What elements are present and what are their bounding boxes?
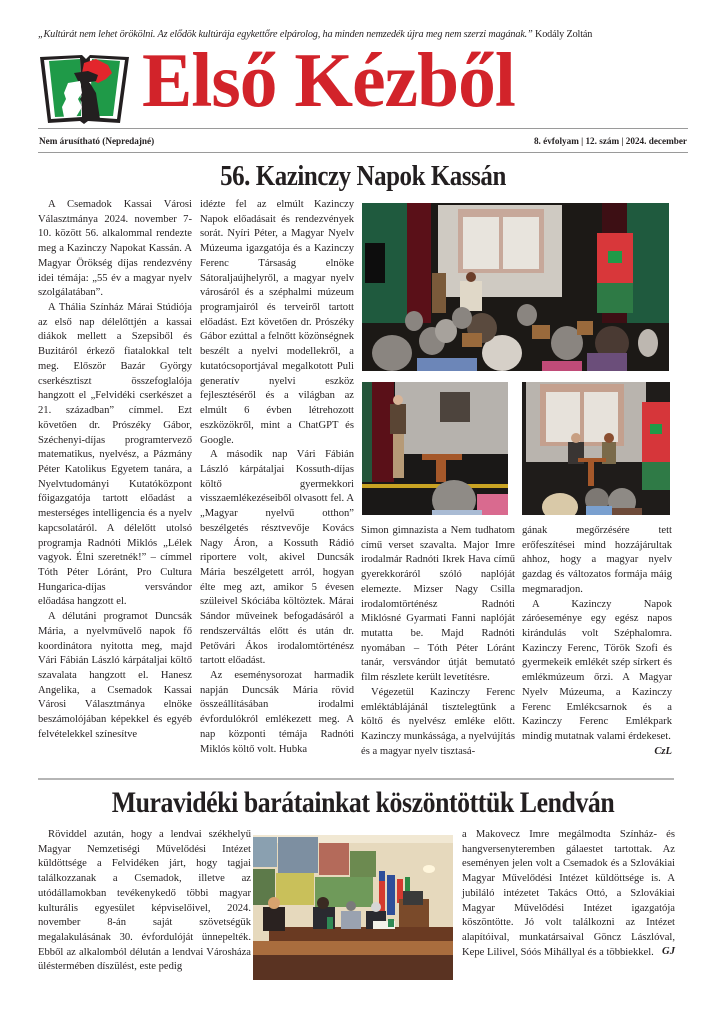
motto-author: Kodály Zoltán xyxy=(535,29,593,40)
speaker-on-stage-photo xyxy=(362,382,508,515)
article1-column-2 xyxy=(200,198,354,757)
paragraph: A Kazinczy Napok záróeseménye egy egész napos kirándulás volt Széphalomra. Kazinczy Ferenc, Török Szofi és gyermekeik emlékét szép sírkert és emlékmúzeum őrzi. A Magyar Nyelv Múzeuma, a Kazinczy Ferenc Emlékcsarnok és a Kazinczy Ferenc Emlékpark mindig mutatnak valami érdekeset. xyxy=(522,598,672,743)
panel-discussion-photo xyxy=(522,382,670,515)
issue-info-bar xyxy=(38,128,688,153)
article-divider xyxy=(38,778,674,780)
paragraph: A második nap Vári Fábián László kárpátaljai Kossuth-díjas költő gyermekkori visszaemlékezéseiből olvasott fel. A „Magyar nyelvű otthon” beszélgetés résztvevője Kovács Nagy Áron, a Kossuth Rádió riportere volt, akivel Duncsák Mária beszélgetett arról, hogyan élte meg azt, amikor 5 évesen szüleivel Skóciába költöztek. Márai Sándor műveinek befogadásáról a rendszerváltás előtt és után dr. Petővári Ákos irodalomtörténész tartott előadást. xyxy=(200,449,354,667)
motto-text: „Kultúrát nem lehet örökölni. Az elődök kultúrája egykettőre elpárolog, ha minden nemzedék újra meg nem szerzi magának.” xyxy=(38,29,533,40)
paragraph: Végezetül Kazinczy Ferenc emléktáblájánál tisztelegtünk a költő és nyelvész emléke előtt. Kazinczy munkássága, a nyelvújítás és a magyar nyelv tisztasá- xyxy=(361,686,515,757)
paragraph: gának megőrzésére tett erőfeszítései mind hozzájárultak ahhoz, hogy a magyar nyelv gazdag és változatos formája máig megmaradjon. xyxy=(522,525,672,595)
book-with-figures-logo-icon xyxy=(38,53,131,125)
paragraph: Simon gimnazista a Nem tudhatom című verset szavalta. Major Imre irodalmár Radnóti Ikrek Hava című gyerekkoráról szóló naplóját elemezte. Mizser Nagy Csilla irodalomtörténész Radnóti Miklósné Gyarmati Fanni naplóját mutatta be. Majd Radnóti nyomában – Tóth Péter Lóránt tanár, versvándor útját bemutató film részlete került levetítésre. xyxy=(361,525,515,684)
paragraph: a Makovecz Imre megálmodta Színház- és hangversenyteremben gálaestet tartottak. Az eseményen jelen volt a Csemadok és a Szlovákiai Magyar Művelődési Intézet küldöttsége is. A jubiláló intézetet Takács Ottó, a Szlovákiai Magyar Művelődési Intézet igazgatója köszöntötte. Jó volt találkozni az Intézet alapítóival, munkatársaival Göncz Lászlóval, Kepe Lilivel, Sóós Mihállyal és a többiekkel. xyxy=(462,829,675,958)
author-signature: GJ xyxy=(662,946,675,958)
paragraph: A Csemadok Kassai Városi Választmánya 2024. november 7-10. között 56. alkalommal rendezte meg a Kazinczy Napokat Kassán. A Magyar Örökség díjas rendezvény idei témája: „55 év a magyar nyelv szolgálatában”. xyxy=(38,199,192,299)
newspaper-title: Első Kézből xyxy=(142,37,515,123)
masthead xyxy=(38,37,688,128)
article1-column-3 xyxy=(361,524,515,760)
article1-column-4 xyxy=(522,524,672,760)
article-headline-kazinczy: 56. Kazinczy Napok Kassán xyxy=(220,160,506,192)
paragraph: idézte fel az elmúlt Kazinczy Napok előadásait és rendezvények sorát. Nyíri Péter, a Magyar Nyelv Múzeuma igazgatója és a Kazinczy Ferenc Társaság elnöke Sátoraljaújhelyről, a magyar nyelv városáról és a széphalmi múzeum programjairól és terveiről tartott előadást. Ezt követően dr. Prószéky Gábor ezúttal a felnőtt közönségnek beszélt a nyelvi modellekről, a kutatócsoportjával megalkotott Puli generatív nyelvi eszköz fejlesztéséről és a világban az elmúlt 6 évben létrehozott eszközökről, mint a ChatGPT és Google. xyxy=(200,199,354,446)
paragraph: A Thália Színház Márai Stúdiója az első nap délelőttjén a kassai diákok mellett a Szepsiből és Buzitáról érkező fiatalokkal telt meg. Először Bazár György cserkésztiszt összefoglalója hangzott el „Felvidéki cserkészet a 21. században” címmel. Ezt követően dr. Prószéky Gábor, Széchenyi-díjas programtervező matematikus, nyelvész, a Pázmány Péter Katolikus Egyetem tanára, a Nyelvtudományi Kutatóközpont főigazgatója tartott előadást a mesterséges intelligencia és a nyelv kapcsolatáról. A délelőtt utolsó programja Radnóti Miklós „Lélek vagyok. Élni szeretnék!” – címmel Tóth Péter Lóránt, Pro Cultura Hungarica-díjas versvándor előadása hangzott el. xyxy=(38,302,192,608)
article-headline-lendva: Muravidéki barátainkat köszöntöttük Lendván xyxy=(111,786,615,819)
audience-lecture-photo xyxy=(362,203,669,371)
paragraph: A délutáni programot Duncsák Mária, a nyelvművelő napok fő koordinátora nyitotta meg, majd Vári Fábián László kárpátaljai költő szavalata hangzott el. Hanesz Angelika, a Csemadok Kassai Városi Választmánya elnöke beszámolójában képekkel és egyéb felvételekkel színesítve xyxy=(38,611,192,740)
issue-number-label: 8. évfolyam | 12. szám | 2024. december xyxy=(533,135,687,146)
paragraph: Az eseménysorozat harmadik napján Duncsák Mária rövid összeállításában irodalmi évfordulókról emlékezett meg. A nap központi témája Radnóti Miklós költő volt. Hubka xyxy=(200,670,354,755)
article2-column-1 xyxy=(38,828,251,975)
article1-column-1 xyxy=(38,198,192,743)
article2-column-3 xyxy=(462,828,675,960)
author-signature: CzL xyxy=(654,745,672,757)
paragraph: Röviddel azután, hogy a lendvai székhelyű Magyar Nemzetiségi Művelődési Intézet küldöttsége a Felvidéken járt, hogy tagjai találkozzanak a Csemadok, illetve az utódállamokban tevékenykedő többi magyar kulturális egyesület képviselőivel, 2024. november 8-án saját szövetségük megalakulásának 30. évfordulóját ünnepelték. Ebből az alkalomból délután a lendvai Városháza üléstermében díszülést, este pedig xyxy=(38,829,251,973)
ceremony-meeting-photo xyxy=(253,835,453,980)
not-for-sale-label: Nem árusítható (Nepredajné) xyxy=(39,135,155,146)
